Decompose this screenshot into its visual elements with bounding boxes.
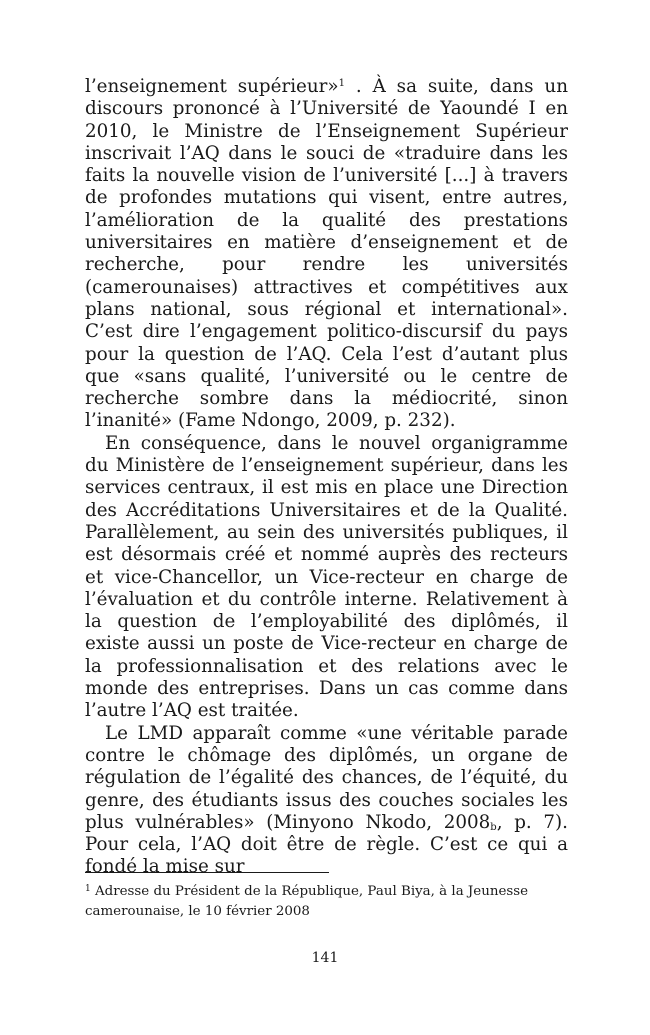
paragraph-2: En conséquence, dans le nouvel organigramme du Ministère de l’enseignement supérieur, dans les services centraux, il est mis en place une Direction des Accréditations Universitaires et de la Qualité. Parallèlement, au sein des universités publiques, il est désormais créé et nommé auprès des recteurs et vice-Chancellor, un Vice-recteur en charge de l’évaluation et du contrôle interne. Relativement à la question de l’employabilité des diplômés, il existe aussi un poste de Vice-recteur en charge de la professionnalisation et des relations avec le monde des entreprises. Dans un cas comme dans l’autre l’AQ est traitée. bbox=[85, 432, 568, 722]
footnote bbox=[85, 882, 568, 922]
main-text bbox=[85, 76, 568, 879]
paragraph-3-text-b: , p. 7). Pour cela, l’AQ doit être de règle. C’est ce qui a fondé la mise sur bbox=[85, 811, 568, 878]
page-number: 141 bbox=[311, 950, 339, 966]
paragraph-1 bbox=[85, 76, 568, 433]
paragraph-3 bbox=[85, 723, 568, 879]
footnote-separator bbox=[85, 872, 329, 873]
paragraph-3-text-a: Le LMD apparaît comme «une véritable parade contre le chômage des diplômés, un organe de régulation de l’égalité des chances, de l’équité, du genre, des étudiants issus des couches sociales les plus vulnérables» (Minyono Nkodo, 2008 bbox=[85, 722, 568, 833]
footnote-number: 1 bbox=[85, 884, 91, 894]
footnote-reference: 1 bbox=[338, 78, 345, 89]
footnote-text: Adresse du Président de la République, Paul Biya, à la Jeunesse camerounaise, le 10 février 2008 bbox=[85, 884, 529, 919]
paragraph-3-subscript: b bbox=[490, 821, 497, 833]
paragraph-1-text-a: l’enseignement supérieur» bbox=[85, 76, 339, 97]
paragraph-1-text-b: . À sa suite, dans un discours prononcé à l’Université de Yaoundé I en 2010, le Ministre de l’Enseignement Supérieur inscrivait l’AQ dans le souci de «traduire dans les faits la nouvelle vision de l’université [...] à travers de profondes mutations qui visent, entre autres, l’amélioration de la qualité des prestations universitaires en matière d’enseignement et de recherche, pour rendre les universités (camerounaises) attractives et compétitives aux plans national, sous régional et international». C’est dire l’engagement politico-discursif du pays pour la question de l’AQ. Cela l’est d’autant plus que «sans qualité, l’université ou le centre de recherche sombre dans la médiocrité, sinon l’inanité» (Fame Ndongo, 2009, p. 232). bbox=[85, 76, 568, 432]
